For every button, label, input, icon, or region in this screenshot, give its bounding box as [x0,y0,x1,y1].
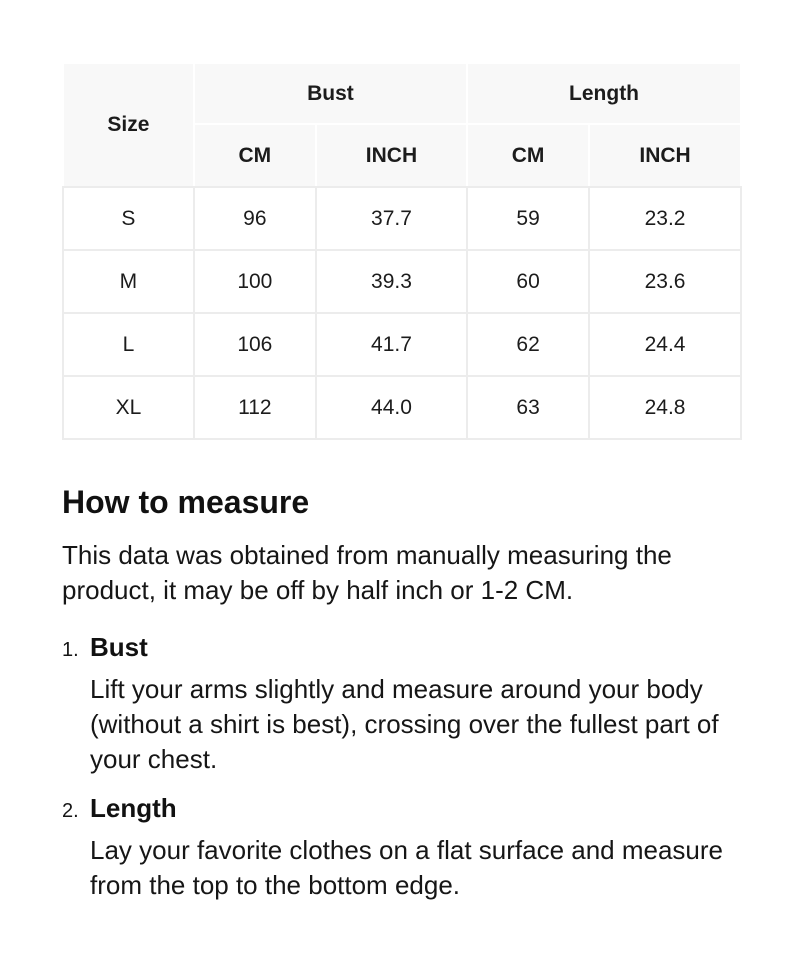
how-to-measure-heading: How to measure [62,484,310,520]
size-cell: M [63,250,194,313]
bust-inch-header: INCH [316,124,467,187]
length-inch-cell: 24.4 [589,313,741,376]
measure-instructions-list [62,632,742,903]
length-group-header: Length [467,63,741,124]
bust-group-header: Bust [194,63,467,124]
table-row-m [63,250,741,313]
size-cell: L [63,313,194,376]
measure-intro-text: This data was obtained from manually measuring the product, it may be off by half inch or 1-2 CM. [62,539,672,605]
instruction-number: 2. [62,800,79,823]
size-chart-header [63,63,741,187]
size-cell: S [63,187,194,250]
bust-cm-cell: 100 [194,250,316,313]
length-cm-cell: 59 [467,187,589,250]
table-row-xl [63,376,741,439]
instruction-title: Bust [90,631,148,662]
instruction-item-length [62,793,742,903]
bust-cm-cell: 96 [194,187,316,250]
bust-inch-cell: 37.7 [316,187,467,250]
instruction-item-bust [62,632,742,777]
instruction-head [62,793,742,824]
length-inch-header: INCH [589,124,741,187]
size-column-header: Size [63,63,194,187]
bust-inch-cell: 44.0 [316,376,467,439]
length-inch-cell: 24.8 [589,376,741,439]
instruction-head [62,632,742,663]
instruction-number: 1. [62,638,79,661]
bust-inch-cell: 39.3 [316,250,467,313]
bust-cm-cell: 112 [194,376,316,439]
size-chart-body [63,187,741,439]
instruction-description: Lift your arms slightly and measure around your body (without a shirt is best), crossing over the fullest part of your chest. [90,673,719,775]
length-inch-cell: 23.6 [589,250,741,313]
bust-inch-cell: 41.7 [316,313,467,376]
size-chart-table [62,62,742,440]
instruction-title: Length [90,793,177,824]
instruction-description: Lay your favorite clothes on a flat surface and measure from the top to the bottom edge. [90,835,724,901]
bust-cm-cell: 106 [194,313,316,376]
length-cm-header: CM [467,124,589,187]
length-cm-cell: 60 [467,250,589,313]
table-row-s [63,187,741,250]
size-cell: XL [63,376,194,439]
length-cm-cell: 63 [467,376,589,439]
length-inch-cell: 23.2 [589,187,741,250]
table-row-l [63,313,741,376]
bust-cm-header: CM [194,124,316,187]
length-cm-cell: 62 [467,313,589,376]
